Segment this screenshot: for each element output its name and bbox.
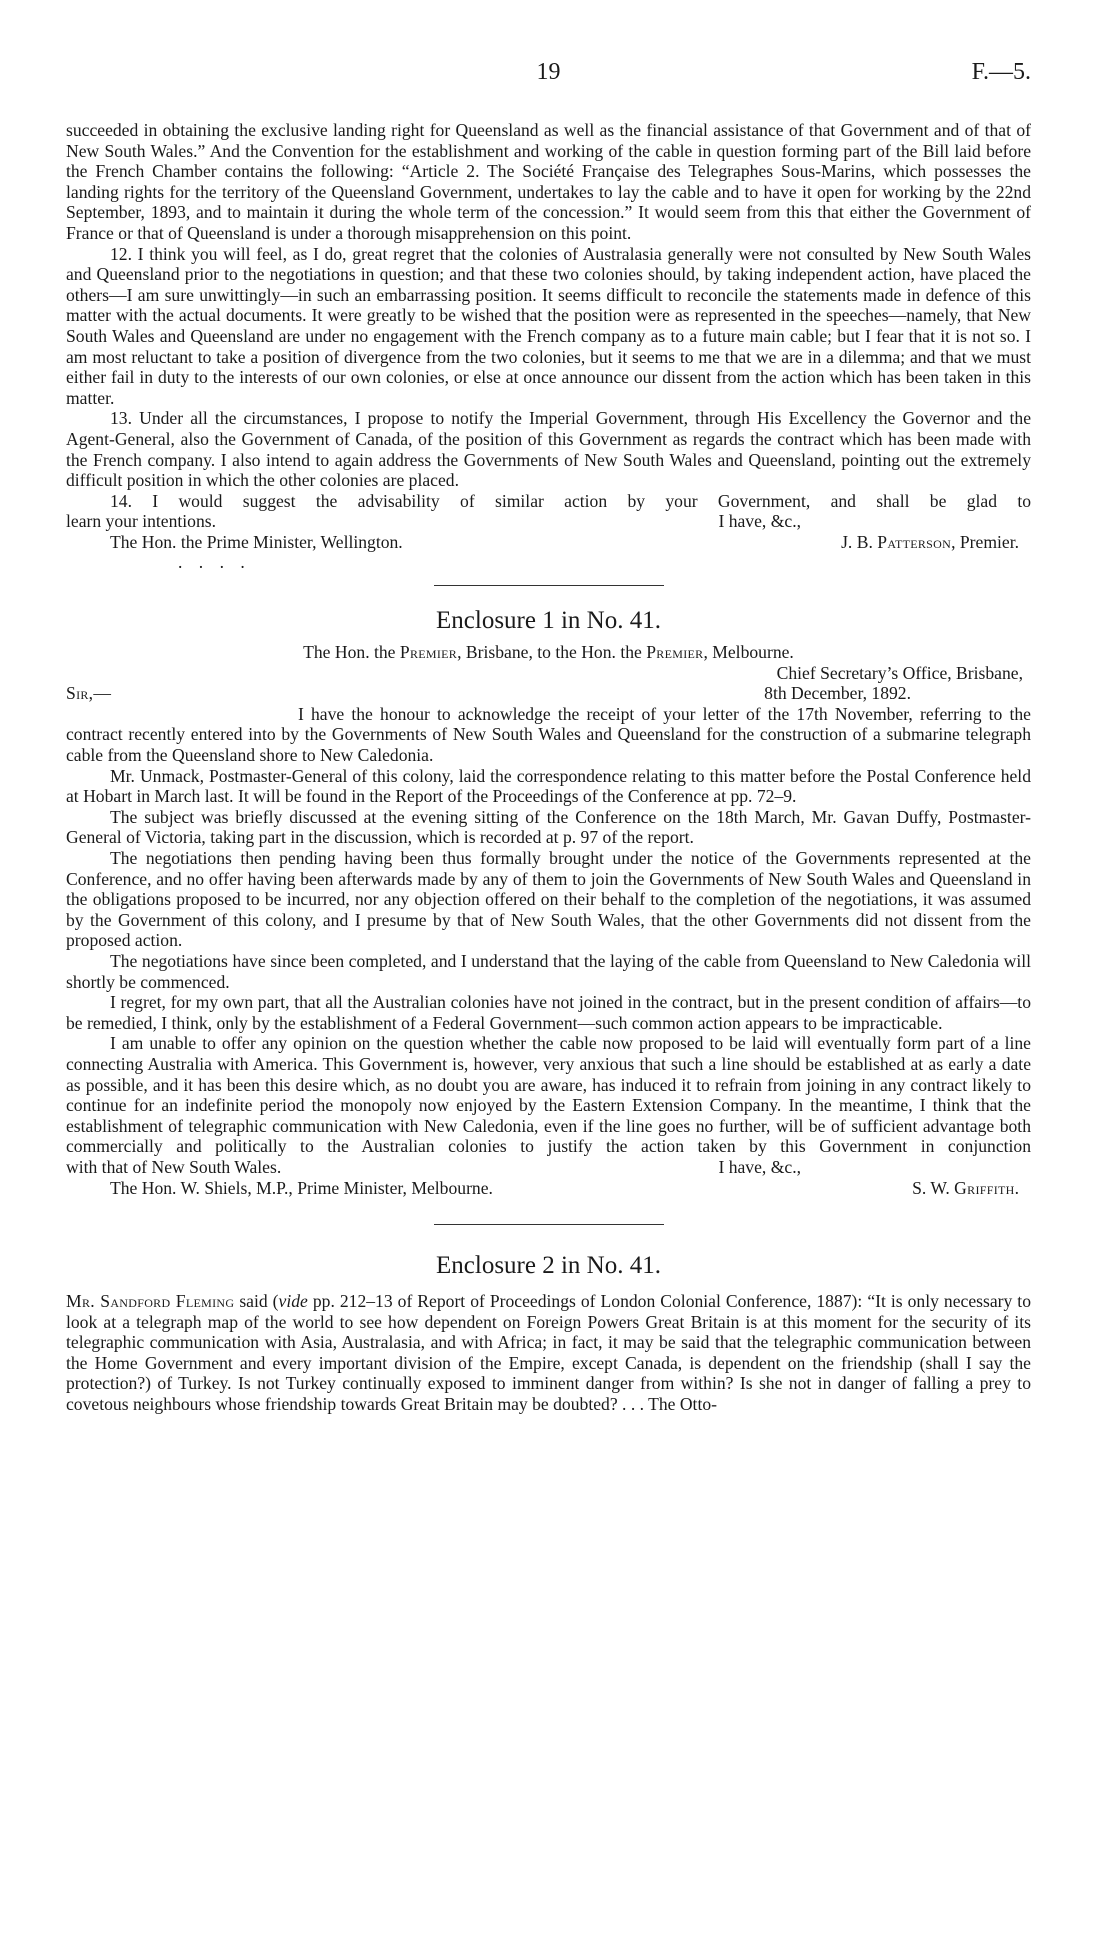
document-reference: F.—5. — [971, 59, 1031, 85]
section-divider — [434, 585, 664, 586]
enclosure-2-paragraph — [66, 1291, 1031, 1415]
enclosure-1-paragraph: I am unable to offer any opinion on the question whether the cable now proposed to be laid will eventually form part of a line connecting Australia with America. This Government is, however, very anxious that such a line should be established at as early a date as possible, and it has been this desire which, as no doubt you are aware, has induced it to refrain from joining in any contract likely to continue for an indefinite period the monopoly now enjoyed by the Eastern Extension Company. In the meantime, I think that the establishment of telegraphic communication with New Caledonia, even if the line goes no further, will be of sufficient advantage both commercially and politically to the Australian colonies to justify the action taken by this Government in conjunction — [66, 1033, 1031, 1157]
continued-paragraph: succeeded in obtaining the exclusive landing right for Queensland as well as the financial assistance of that Government and of that of New South Wales.” And the Convention for the establishment and working of the cable in question forming part of the Bill laid before the French Chamber contains the following: “Article 2. The Société Française des Telegraphes Sous-Marins, which possesses the landing rights for the territory of the Queensland Government, undertakes to lay the cable and to have it open for working by the 22nd September, 1893, and to maintain it during the whole term of the concession.” It would seem from this that either the Government of France or that of Queensland is under a thorough misapprehension on this point. — [66, 120, 1031, 243]
address-row — [66, 532, 1031, 553]
closing-formula: I have, &c., — [718, 511, 801, 532]
page-header — [66, 59, 1031, 92]
paragraph-12: 12. I think you will feel, as I do, great regret that the colonies of Australasia generally were not consulted by New South Wales and Queensland prior to the negotiations in question; and that these two colonies should, by taking independent action, have placed the others—I am sure unwittingly—in such an embarrassing position. It seems difficult to reconcile the statements made in defence of this matter with the actual documents. It were greatly to be wished that the position were as represented in the speeches—namely, that New South Wales and Queensland are under no engagement with the French company as to a future main cable; but I fear that it is not so. I am most reluctant to take a position of divergence from the two colonies, but it seems to me that we are in a dilemma; and that we must either fail in duty to the interests of our own colonies, or else at once announce our dissent from the action which has been taken in this matter. — [66, 243, 1031, 408]
addressee: The Hon. the Prime Minister, Wellington. — [110, 531, 403, 552]
paragraph-14: 14. I would suggest the advisability of similar action by your Government, and shall be glad to — [110, 490, 1031, 511]
paragraph-14-end: learn your intentions. — [66, 511, 217, 532]
premier-title: Premier — [646, 642, 704, 663]
premier-title: Premier — [399, 642, 458, 663]
addressee: The Hon. W. Shiels, M.P., Prime Minister, Melbourne. — [110, 1177, 493, 1198]
signature-initials: J. B. — [841, 531, 873, 552]
address-row — [66, 1178, 1031, 1199]
enclosure-1-paragraph: Mr. Unmack, Postmaster-General of this colony, laid the correspondence relating to this matter before the Postal Conference held at Hobart in March last. It will be found in the Report of the Proceedings of the Conference at pp. 72–9. — [66, 765, 1031, 807]
text-fragment: said ( — [234, 1291, 279, 1312]
signature — [912, 1178, 1031, 1199]
signature — [841, 532, 1031, 553]
sender-office: Chief Secretary’s Office, Brisbane, — [776, 662, 1023, 683]
page-number: 19 — [536, 59, 561, 85]
enclosure-2-title: Enclosure 2 in No. 41. — [436, 1252, 661, 1280]
signature-initials: S. W. — [912, 1177, 950, 1198]
letter-date: 8th December, 1892. — [764, 683, 911, 704]
enclosure-1-paragraph: The negotiations have since been completed, and I understand that the laying of the cable from Queensland to New Caledonia will shortly be commenced. — [66, 950, 1031, 992]
from-to-part: , Brisbane, to the Hon. the — [457, 642, 642, 663]
enclosure-1-from-to — [66, 642, 1031, 663]
from-to-part: The Hon. the — [303, 642, 396, 663]
signature-end: . — [1014, 1177, 1019, 1198]
signature-name: Griffith — [954, 1177, 1015, 1198]
ellipsis-dots: . . . . — [178, 552, 251, 573]
text-fragment: pp. 212–13 of Report of Proceedings of London Colonial Conference, 1887): “It is only necessary to look at a telegraph map of the world to see how dependent on Foreign Powers Great Britain is at this moment for the security of its telegraphic communication with Asia, Australasia, and with Africa; in fact, it may be said that the telegraphic communication between the Home Government and every important division of the Empire, except Canada, is dependent on the friendship (shall I say the protection?) of Turkey. Is not Turkey continually exposed to imminent danger from within? Is she not in danger of falling a prey to covetous neighbours whose friendship towards Great Britain may be doubted? . . . The Otto- — [66, 1291, 1031, 1415]
enclosure-1-title: Enclosure 1 in No. 41. — [436, 607, 661, 635]
closing-row — [66, 1157, 1031, 1178]
salutation: Sir,— — [66, 683, 112, 704]
vide-reference: vide — [278, 1291, 308, 1312]
speaker-name: Mr. Sandford Fleming — [66, 1291, 235, 1312]
signature-name: Patterson — [877, 531, 952, 552]
closing-row — [66, 511, 1031, 532]
body-text — [66, 120, 1031, 1415]
enclosure-1-paragraph: I have the honour to acknowledge the receipt of your letter of the 17th November, referring to the contract recently entered into by the Governments of New South Wales and Queensland for the construction of a submarine telegraph cable from the Queensland shore to New Caledonia. — [66, 703, 1031, 766]
closing-formula: I have, &c., — [718, 1156, 801, 1177]
paragraph-13: 13. Under all the circumstances, I propose to notify the Imperial Government, through His Excellency the Governor and the Agent-General, also the Government of Canada, of the position of this Government as regards the contract which has been made with the French company. I also intend to again address the Governments of New South Wales and Queensland, pointing out the extremely difficult position in which the other colonies are placed. — [66, 408, 1031, 491]
enclosure-1-paragraph: I regret, for my own part, that all the Australian colonies have not joined in the contract, but in the present condition of affairs—to be remedied, I think, only by the establishment of a Federal Government—such common action appears to be impracticable. — [66, 992, 1031, 1033]
section-divider — [434, 1224, 664, 1225]
from-to-part: , Melbourne. — [703, 642, 794, 663]
salutation-row — [66, 683, 1031, 704]
paragraph-end: with that of New South Wales. — [66, 1156, 282, 1177]
enclosure-1-paragraph: The subject was briefly discussed at the evening sitting of the Conference on the 18th March, Mr. Gavan Duffy, Postmaster-General of Victoria, taking part in the discussion, which is recorded at p. 97 of the report. — [66, 806, 1031, 848]
signature-title: , Premier. — [951, 531, 1019, 552]
enclosure-1-paragraph: The negotiations then pending having been thus formally brought under the notice of the Governments represented at the Conference, and no offer having been afterwards made by any of them to join the Governments of New South Wales and Queensland in the obligations proposed to be incurred, nor any objection offered on their behalf to the completion of the negotiations, it was assumed by the Government of this colony, and I presume by that of New South Wales, that the other Governments did not dissent from the proposed action. — [66, 848, 1031, 951]
